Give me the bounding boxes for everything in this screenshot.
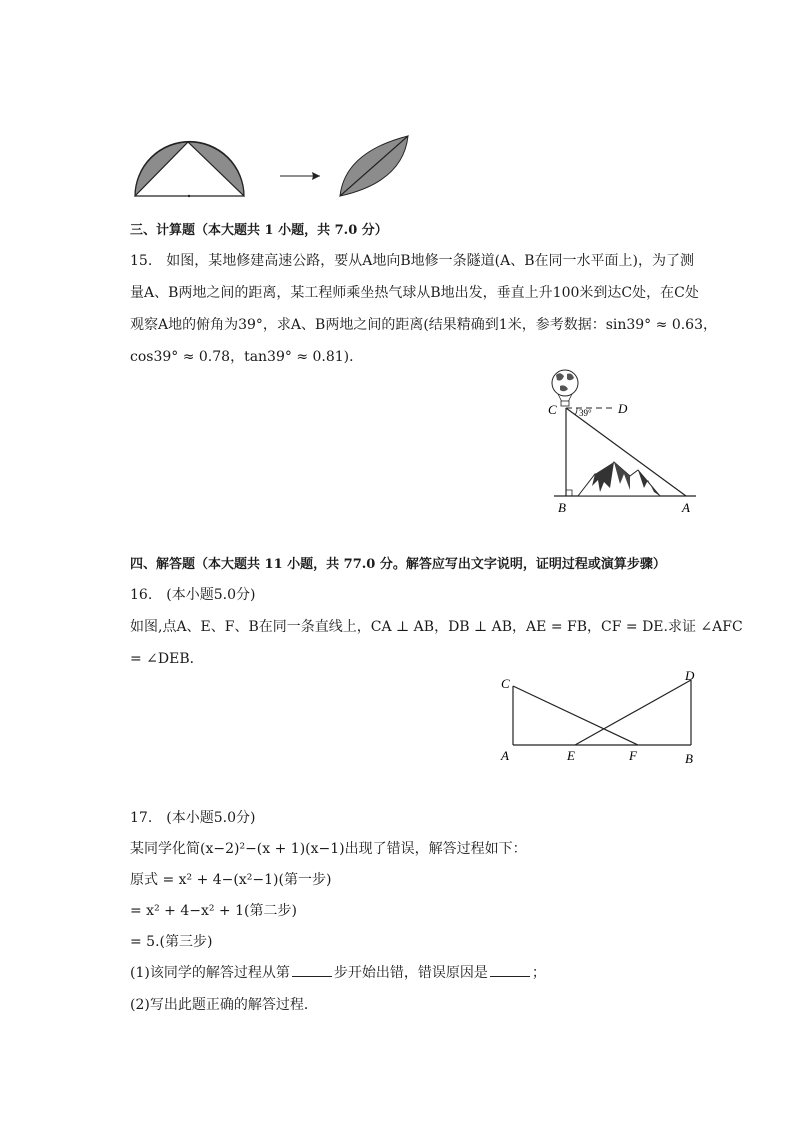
leaf-midline (340, 136, 408, 196)
section-3-heading: 三、计算题（本大题共 1 小题，共 7.0 分） (130, 223, 388, 238)
q15-line1 (130, 250, 694, 270)
q15-label-b: B (558, 500, 566, 515)
semicircle-center-dot (188, 195, 190, 197)
q17-part1 (130, 962, 546, 982)
segment-cf (513, 686, 638, 745)
segment-de (575, 680, 691, 745)
semicircle-to-leaf-figure (120, 130, 430, 210)
q17-part1-text-a: (1)该同学的解答过程从第 (130, 965, 290, 981)
section-4-heading: 四、解答题（本大题共 11 小题，共 77.0 分。解答应写出文字说明，证明过程或演算步骤） (130, 557, 666, 572)
q16-label-e: E (567, 748, 575, 763)
q15-text-line3: 观察A地的俯角为39°，求A、B两地之间的距离(结果精确到1米，参考数据：sin39° ≈ 0.63， (130, 317, 717, 333)
q17-score: (本小题5.0分) (166, 810, 256, 826)
q15-label-c: C (548, 402, 557, 417)
q16-label-a: A (501, 748, 509, 763)
q15-figure (540, 362, 710, 516)
q16-text-line2: = ∠DEB． (130, 651, 204, 667)
q15-label-angle: 39° (579, 408, 592, 418)
q16-label-f: F (629, 748, 637, 763)
angle-arc (575, 408, 577, 415)
q15-text-line1: 如图，某地修建高速公路，要从A地向B地修一条隧道(A、B在同一水平面上)，为了测 (166, 253, 694, 269)
q15-text-line4: cos39° ≈ 0.78，tan39° ≈ 0.81)． (130, 349, 364, 365)
q15-text-line2: 量A、B两地之间的距离，某工程师乘坐热气球从B地出发，垂直上升100米到达C处，在C处 (130, 285, 699, 301)
q15-number: 15. (130, 253, 153, 269)
q17-header (130, 807, 255, 827)
hot-air-balloon-icon (552, 370, 578, 406)
q16-number: 16. (130, 587, 153, 603)
q16-label-b: B (685, 751, 693, 766)
mountain-icon (578, 462, 660, 496)
q17-step2: = x² + 4−x² + 1(第二步) (130, 903, 297, 919)
q15-label-a: A (682, 500, 690, 515)
q17-number: 17. (130, 810, 153, 826)
q17-part1-text-c: ； (531, 965, 546, 981)
q17-text-line1: 某同学化简(x−2)²−(x + 1)(x−1)出现了错误，解答过程如下： (130, 841, 527, 857)
q17-part1-text-b: 步开始出错，错误原因是 (333, 965, 488, 981)
right-angle-mark (566, 490, 572, 496)
q17-part2: (2)写出此题正确的解答过程． (130, 997, 318, 1013)
answer-blank-reason[interactable] (490, 964, 530, 977)
answer-blank-step[interactable] (292, 964, 332, 977)
q16-header (130, 584, 255, 604)
q16-score: (本小题5.0分) (166, 587, 256, 603)
transform-arrow-head (312, 172, 320, 180)
q17-step1: 原式 = x² + 4−(x²−1)(第一步) (130, 872, 332, 888)
q15-label-d: D (618, 401, 628, 416)
q17-step3: = 5.(第三步) (130, 934, 213, 950)
q16-text-line1: 如图,点A、E、F、B在同一条直线上，CA ⊥ AB，DB ⊥ AB，AE = FB，CF = DE.求证 ∠AFC (130, 619, 743, 635)
q16-label-d: D (685, 668, 695, 683)
q16-label-c: C (501, 676, 510, 691)
q16-figure (495, 668, 710, 768)
